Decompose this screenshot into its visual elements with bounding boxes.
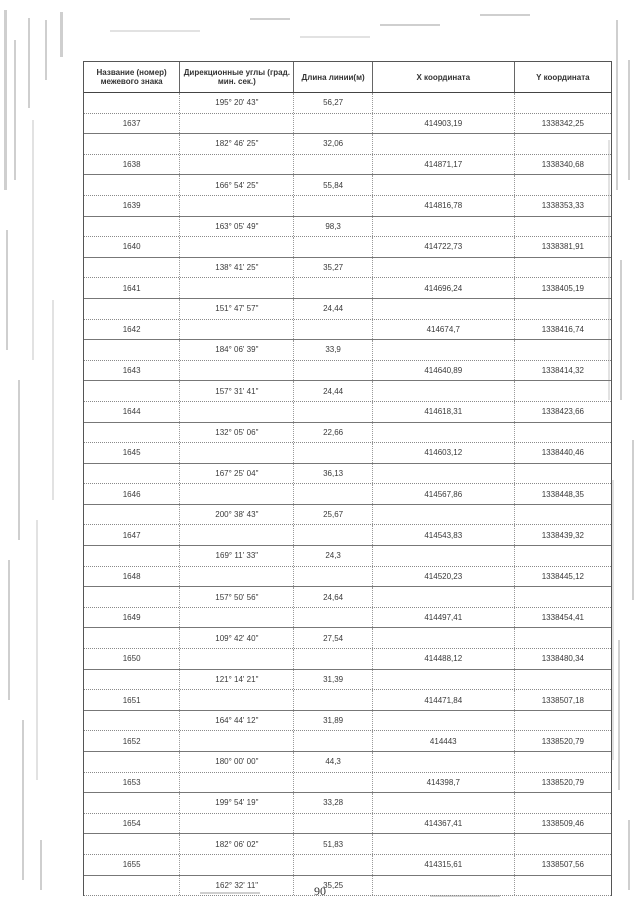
cell-x-coordinate: 414618,31 xyxy=(373,402,515,422)
cell-mark-name: 1640 xyxy=(84,237,180,257)
cell-mark-name xyxy=(84,175,180,195)
cell-mark-name xyxy=(84,711,180,731)
table-row xyxy=(84,587,611,608)
cell-y-coordinate xyxy=(515,340,611,360)
cell-line-length xyxy=(294,114,372,134)
cell-direction-angle xyxy=(180,690,294,710)
cell-x-coordinate xyxy=(373,464,515,484)
cell-line-length xyxy=(294,814,372,834)
cell-x-coordinate: 414443 xyxy=(373,731,515,751)
cell-line-length xyxy=(294,525,372,545)
cell-direction-angle xyxy=(180,608,294,628)
cell-line-length: 98,3 xyxy=(294,217,372,237)
cell-mark-name xyxy=(84,587,180,607)
cell-x-coordinate: 414722,73 xyxy=(373,237,515,257)
cell-direction-angle xyxy=(180,196,294,216)
cell-x-coordinate xyxy=(373,134,515,154)
table-row xyxy=(84,258,611,279)
cell-mark-name: 1638 xyxy=(84,155,180,175)
cell-x-coordinate: 414816,78 xyxy=(373,196,515,216)
cell-y-coordinate xyxy=(515,423,611,443)
cell-line-length: 33,28 xyxy=(294,793,372,813)
cell-mark-name: 1639 xyxy=(84,196,180,216)
cell-y-coordinate: 1338439,32 xyxy=(541,530,584,540)
cell-mark-name: 1655 xyxy=(84,855,180,875)
cell-line-length xyxy=(294,402,372,422)
header-y-coordinate: Y координата xyxy=(536,72,590,82)
table-row xyxy=(84,505,611,526)
cell-y-coordinate xyxy=(515,711,611,731)
cell-y-coordinate xyxy=(515,175,611,195)
cell-line-length xyxy=(294,196,372,216)
cell-line-length: 55,84 xyxy=(294,175,372,195)
cell-y-coordinate xyxy=(515,464,611,484)
table-row xyxy=(84,855,611,876)
cell-mark-name xyxy=(84,464,180,484)
cell-direction-angle xyxy=(180,855,294,875)
cell-direction-angle: 200° 38' 43" xyxy=(180,505,294,525)
cell-y-coordinate: 1338520,79 xyxy=(541,777,584,787)
cell-line-length: 36,13 xyxy=(294,464,372,484)
table-row xyxy=(84,814,611,835)
table-row xyxy=(84,567,611,588)
cell-line-length xyxy=(294,155,372,175)
cell-y-coordinate xyxy=(515,505,611,525)
cell-direction-angle: 164° 44' 12" xyxy=(180,711,294,731)
cell-y-coordinate xyxy=(515,587,611,607)
cell-x-coordinate xyxy=(373,834,515,854)
cell-line-length: 35,25 xyxy=(294,876,372,896)
cell-line-length: 31,89 xyxy=(294,711,372,731)
cell-mark-name: 1650 xyxy=(84,649,180,669)
cell-line-length: 51,83 xyxy=(294,834,372,854)
table-row xyxy=(84,628,611,649)
cell-direction-angle xyxy=(180,649,294,669)
cell-direction-angle xyxy=(180,525,294,545)
cell-line-length: 56,27 xyxy=(294,93,372,113)
page-number: 90 xyxy=(314,884,326,898)
cell-direction-angle: 162° 32' 11" xyxy=(180,876,294,896)
cell-direction-angle: 180° 00' 00" xyxy=(180,752,294,772)
cell-mark-name: 1641 xyxy=(84,278,180,298)
cell-mark-name xyxy=(84,752,180,772)
table-row xyxy=(84,423,611,444)
cell-direction-angle: 151° 47' 57" xyxy=(180,299,294,319)
cell-y-coordinate: 1338445,12 xyxy=(541,571,584,581)
cell-x-coordinate: 414567,86 xyxy=(373,484,515,504)
cell-line-length: 27,54 xyxy=(294,628,372,648)
cell-y-coordinate xyxy=(515,258,611,278)
cell-x-coordinate xyxy=(373,423,515,443)
cell-direction-angle: 195° 20' 43" xyxy=(180,93,294,113)
cell-direction-angle xyxy=(180,114,294,134)
cell-x-coordinate: 414471,84 xyxy=(373,690,515,710)
cell-line-length: 31,39 xyxy=(294,670,372,690)
cell-direction-angle xyxy=(180,567,294,587)
cell-mark-name: 1637 xyxy=(84,114,180,134)
cell-mark-name xyxy=(84,834,180,854)
cell-direction-angle: 182° 06' 02" xyxy=(180,834,294,854)
table-row xyxy=(84,546,611,567)
cell-line-length: 25,67 xyxy=(294,505,372,525)
cell-x-coordinate xyxy=(373,793,515,813)
cell-mark-name xyxy=(84,217,180,237)
cell-x-coordinate: 414696,24 xyxy=(373,278,515,298)
cell-mark-name: 1643 xyxy=(84,361,180,381)
table-row xyxy=(84,93,611,114)
cell-mark-name xyxy=(84,423,180,443)
cell-direction-angle xyxy=(180,731,294,751)
cell-direction-angle xyxy=(180,361,294,381)
table-row xyxy=(84,793,611,814)
table-header xyxy=(84,62,611,93)
cell-line-length xyxy=(294,649,372,669)
cell-y-coordinate: 1338405,19 xyxy=(541,283,584,293)
cell-line-length xyxy=(294,484,372,504)
table-row xyxy=(84,196,611,217)
cell-mark-name: 1642 xyxy=(84,320,180,340)
cell-line-length xyxy=(294,361,372,381)
cell-mark-name xyxy=(84,381,180,401)
cell-mark-name: 1647 xyxy=(84,525,180,545)
table-row xyxy=(84,690,611,711)
cell-x-coordinate xyxy=(373,628,515,648)
cell-direction-angle: 157° 50' 56" xyxy=(180,587,294,607)
table-row xyxy=(84,752,611,773)
header-x-coordinate: X координата xyxy=(373,62,515,92)
cell-y-coordinate: 1338454,41 xyxy=(541,613,584,623)
cell-y-coordinate: 1338507,56 xyxy=(541,860,584,870)
cell-mark-name: 1644 xyxy=(84,402,180,422)
cell-line-length: 33,9 xyxy=(294,340,372,360)
cell-y-coordinate xyxy=(515,134,611,154)
table-row xyxy=(84,608,611,629)
cell-mark-name: 1645 xyxy=(84,443,180,463)
cell-mark-name xyxy=(84,670,180,690)
cell-y-coordinate: 1338440,46 xyxy=(541,448,584,458)
cell-mark-name xyxy=(84,546,180,566)
cell-mark-name: 1654 xyxy=(84,814,180,834)
cell-line-length: 24,44 xyxy=(294,299,372,319)
table-row xyxy=(84,237,611,258)
cell-y-coordinate: 1338353,33 xyxy=(541,201,584,211)
cell-x-coordinate xyxy=(373,546,515,566)
cell-x-coordinate: 414640,89 xyxy=(373,361,515,381)
cell-direction-angle: 182° 46' 25" xyxy=(180,134,294,154)
header-line-length: Длина линии(м) xyxy=(294,62,372,92)
cell-direction-angle: 109° 42' 40" xyxy=(180,628,294,648)
cell-line-length: 35,27 xyxy=(294,258,372,278)
table-row xyxy=(84,381,611,402)
cell-direction-angle xyxy=(180,237,294,257)
header-direction-angle: Дирекционные углы (град. мин. сек.) xyxy=(180,62,294,92)
cell-direction-angle xyxy=(180,278,294,298)
cell-mark-name xyxy=(84,340,180,360)
cell-direction-angle: 169° 11' 33" xyxy=(180,546,294,566)
cell-y-coordinate xyxy=(515,834,611,854)
cell-y-coordinate xyxy=(515,628,611,648)
cell-y-coordinate xyxy=(515,793,611,813)
cell-line-length: 22,66 xyxy=(294,423,372,443)
cell-direction-angle xyxy=(180,443,294,463)
cell-mark-name xyxy=(84,134,180,154)
table-row xyxy=(84,773,611,794)
cell-line-length xyxy=(294,237,372,257)
table-row xyxy=(84,525,611,546)
cell-direction-angle: 184° 06' 39" xyxy=(180,340,294,360)
table-row xyxy=(84,649,611,670)
cell-y-coordinate xyxy=(515,381,611,401)
cell-x-coordinate xyxy=(373,217,515,237)
cell-x-coordinate: 414903,19 xyxy=(373,114,515,134)
cell-direction-angle xyxy=(180,484,294,504)
cell-direction-angle xyxy=(180,814,294,834)
table-row xyxy=(84,402,611,423)
cell-direction-angle: 132° 05' 06" xyxy=(180,423,294,443)
table-row xyxy=(84,443,611,464)
cell-line-length xyxy=(294,773,372,793)
cell-x-coordinate xyxy=(373,670,515,690)
cell-mark-name xyxy=(84,93,180,113)
table-row xyxy=(84,299,611,320)
cell-x-coordinate xyxy=(373,711,515,731)
table-row xyxy=(84,834,611,855)
table-row xyxy=(84,175,611,196)
cell-y-coordinate: 1338507,18 xyxy=(541,695,584,705)
cell-x-coordinate: 414520,23 xyxy=(373,567,515,587)
cell-line-length xyxy=(294,855,372,875)
cell-x-coordinate: 414367,41 xyxy=(373,814,515,834)
cell-y-coordinate xyxy=(515,670,611,690)
cell-y-coordinate: 1338414,32 xyxy=(541,366,584,376)
table-row xyxy=(84,484,611,505)
cell-mark-name: 1653 xyxy=(84,773,180,793)
cell-direction-angle: 157° 31' 41" xyxy=(180,381,294,401)
cell-direction-angle xyxy=(180,155,294,175)
cell-mark-name: 1651 xyxy=(84,690,180,710)
cell-mark-name: 1649 xyxy=(84,608,180,628)
cell-y-coordinate: 1338509,46 xyxy=(541,819,584,829)
cell-mark-name xyxy=(84,793,180,813)
cell-line-length: 24,64 xyxy=(294,587,372,607)
table-row xyxy=(84,731,611,752)
table-row xyxy=(84,340,611,361)
boundary-marks-table xyxy=(83,61,612,896)
cell-y-coordinate: 1338342,25 xyxy=(541,118,584,128)
table-row xyxy=(84,361,611,382)
cell-line-length xyxy=(294,567,372,587)
cell-direction-angle: 121° 14' 21" xyxy=(180,670,294,690)
cell-line-length: 24,3 xyxy=(294,546,372,566)
cell-mark-name xyxy=(84,299,180,319)
cell-mark-name: 1646 xyxy=(84,484,180,504)
cell-mark-name: 1648 xyxy=(84,567,180,587)
cell-direction-angle: 199° 54' 19" xyxy=(180,793,294,813)
cell-line-length xyxy=(294,690,372,710)
table-row xyxy=(84,217,611,238)
table-row xyxy=(84,670,611,691)
cell-direction-angle xyxy=(180,773,294,793)
table-body xyxy=(84,93,611,896)
cell-x-coordinate xyxy=(373,505,515,525)
cell-line-length xyxy=(294,608,372,628)
cell-x-coordinate: 414674,7 xyxy=(373,320,515,340)
cell-y-coordinate xyxy=(515,546,611,566)
cell-x-coordinate xyxy=(373,752,515,772)
table-row xyxy=(84,114,611,135)
table-row xyxy=(84,711,611,732)
cell-x-coordinate xyxy=(373,93,515,113)
cell-direction-angle xyxy=(180,402,294,422)
cell-x-coordinate: 414603,12 xyxy=(373,443,515,463)
cell-y-coordinate: 1338340,68 xyxy=(541,160,584,170)
cell-line-length: 44,3 xyxy=(294,752,372,772)
cell-line-length xyxy=(294,443,372,463)
cell-y-coordinate: 1338520,79 xyxy=(541,736,584,746)
cell-x-coordinate xyxy=(373,340,515,360)
cell-mark-name xyxy=(84,505,180,525)
cell-x-coordinate: 414398,7 xyxy=(373,773,515,793)
cell-line-length xyxy=(294,320,372,340)
cell-y-coordinate: 1338423,66 xyxy=(541,407,584,417)
cell-line-length xyxy=(294,731,372,751)
cell-direction-angle: 167° 25' 04" xyxy=(180,464,294,484)
cell-y-coordinate xyxy=(515,217,611,237)
cell-line-length: 32,06 xyxy=(294,134,372,154)
cell-x-coordinate: 414871,17 xyxy=(373,155,515,175)
table-row xyxy=(84,278,611,299)
cell-x-coordinate xyxy=(373,381,515,401)
cell-x-coordinate xyxy=(373,299,515,319)
cell-direction-angle xyxy=(180,320,294,340)
table-row xyxy=(84,320,611,341)
cell-direction-angle: 166° 54' 25" xyxy=(180,175,294,195)
cell-mark-name xyxy=(84,628,180,648)
table-row xyxy=(84,155,611,176)
cell-x-coordinate: 414497,41 xyxy=(373,608,515,628)
cell-y-coordinate: 1338448,35 xyxy=(541,489,584,499)
cell-y-coordinate xyxy=(515,752,611,772)
cell-x-coordinate xyxy=(373,175,515,195)
cell-x-coordinate xyxy=(373,587,515,607)
cell-direction-angle: 163° 05' 49" xyxy=(180,217,294,237)
header-mark-name: Название (номер) межевого знака xyxy=(84,62,180,92)
cell-y-coordinate: 1338480,34 xyxy=(541,654,584,664)
cell-y-coordinate xyxy=(515,93,611,113)
cell-y-coordinate: 1338381,91 xyxy=(541,242,584,252)
cell-line-length xyxy=(294,278,372,298)
cell-x-coordinate: 414543,83 xyxy=(373,525,515,545)
cell-y-coordinate: 1338416,74 xyxy=(541,324,584,334)
cell-direction-angle: 138° 41' 25" xyxy=(180,258,294,278)
cell-x-coordinate: 414488,12 xyxy=(373,649,515,669)
cell-x-coordinate: 414315,61 xyxy=(373,855,515,875)
cell-line-length: 24,44 xyxy=(294,381,372,401)
cell-mark-name xyxy=(84,258,180,278)
table-row xyxy=(84,464,611,485)
table-row xyxy=(84,134,611,155)
cell-x-coordinate xyxy=(373,258,515,278)
cell-y-coordinate xyxy=(515,299,611,319)
cell-mark-name: 1652 xyxy=(84,731,180,751)
